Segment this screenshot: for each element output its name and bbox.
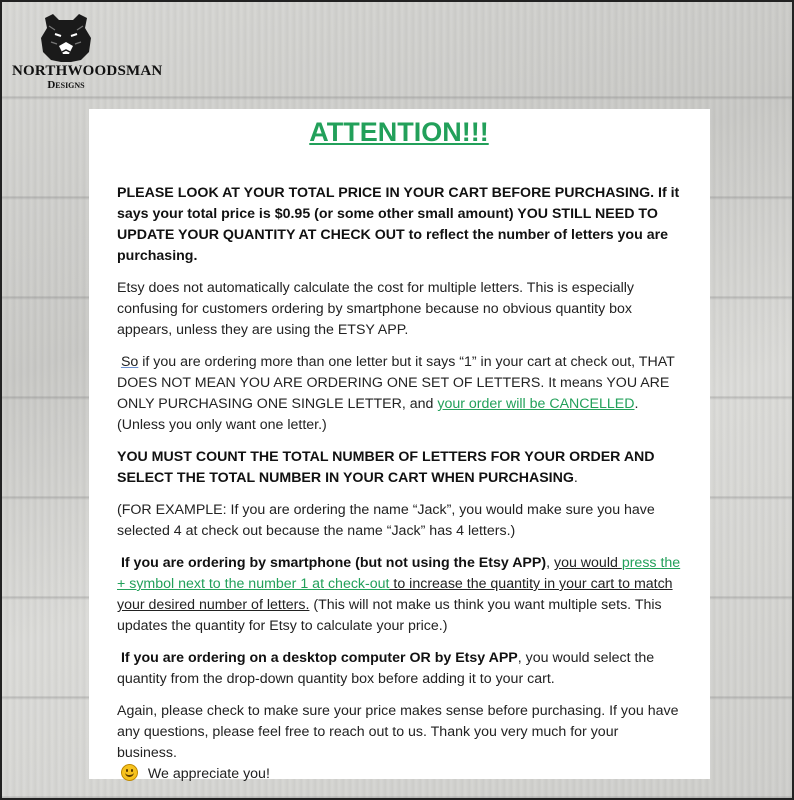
warning-text-1: if you are ordering more than one letter but it says “1” in your cart at check out, THAT DOES NOT MEAN YOU ARE ORDERING ONE SET OF LETTERS. It means YOU ARE ONLY PURCHASING ONE SINGLE LETTER, and xyxy=(117,354,675,412)
press-plus-link[interactable]: press the + symbol next to the number 1 at check-out xyxy=(117,555,681,592)
smartphone-underline-1: you would xyxy=(553,555,622,571)
single-letter-warning xyxy=(117,352,681,436)
example-text: (FOR EXAMPLE: If you are ordering the name “Jack”, you would make sure you have selected 4 at check out because the name “Jack” has 4 letters.) xyxy=(117,502,655,539)
price-warning: PLEASE LOOK AT YOUR TOTAL PRICE IN YOUR CART BEFORE PURCHASING. If it says your total price is $0.95 (or some other small amount) YOU STILL NEED TO UPDATE YOUR QUANTITY AT CHECK OUT to reflect the number of letters you are purchasing. xyxy=(117,185,680,264)
desktop-rest: , you would select the quantity from the drop-down quantity box before adding it to your cart. xyxy=(117,650,655,687)
etsy-explanation: Etsy does not automatically calculate the cost for multiple letters. This is especially confusing for customers ordering by smartphone because no obvious quantity box appears, unless they are using the ETSY APP. xyxy=(117,280,635,338)
smartphone-underline-2: to increase the quantity in your cart to match your desired number of letters. xyxy=(117,576,673,613)
so-word: So xyxy=(120,354,139,370)
desktop-instruction xyxy=(117,648,681,690)
smartphone-instruction xyxy=(117,553,681,637)
closing-text xyxy=(117,701,681,785)
smiley-icon xyxy=(121,764,138,781)
closing-end: We appreciate you! xyxy=(147,766,270,782)
smartphone-bold: If you are ordering by smartphone (but not using the Etsy APP) xyxy=(120,555,547,571)
page-title: ATTENTION!!! xyxy=(309,117,489,147)
notice-card xyxy=(89,109,710,782)
closing-body: Again, please check to make sure your price makes sense before purchasing. If you have any questions, please feel free to reach out to us. Thank you very much for your business. xyxy=(117,703,679,761)
desktop-bold: If you are ordering on a desktop computer OR by Etsy APP xyxy=(120,650,518,666)
count-instruction-bold: YOU MUST COUNT THE TOTAL NUMBER OF LETTERS FOR YOUR ORDER AND SELECT THE TOTAL NUMBER IN YOUR CART WHEN PURCHASING xyxy=(117,449,655,486)
cancelled-link[interactable]: your order will be CANCELLED xyxy=(437,396,635,412)
count-instruction-end: . xyxy=(573,470,578,486)
smartphone-rest: (This will not make us think you want multiple sets. This updates the quantity for Etsy to calculate your price.) xyxy=(117,597,662,634)
smartphone-comma: , xyxy=(546,555,554,571)
warning-text-2: . (Unless you only want one letter.) xyxy=(117,396,639,433)
logo xyxy=(12,12,163,91)
count-instruction xyxy=(117,447,681,489)
bear-head-icon xyxy=(35,12,97,64)
brand-name: NORTHWOODSMAN xyxy=(12,63,163,79)
brand-subtitle: Designs xyxy=(47,79,85,91)
